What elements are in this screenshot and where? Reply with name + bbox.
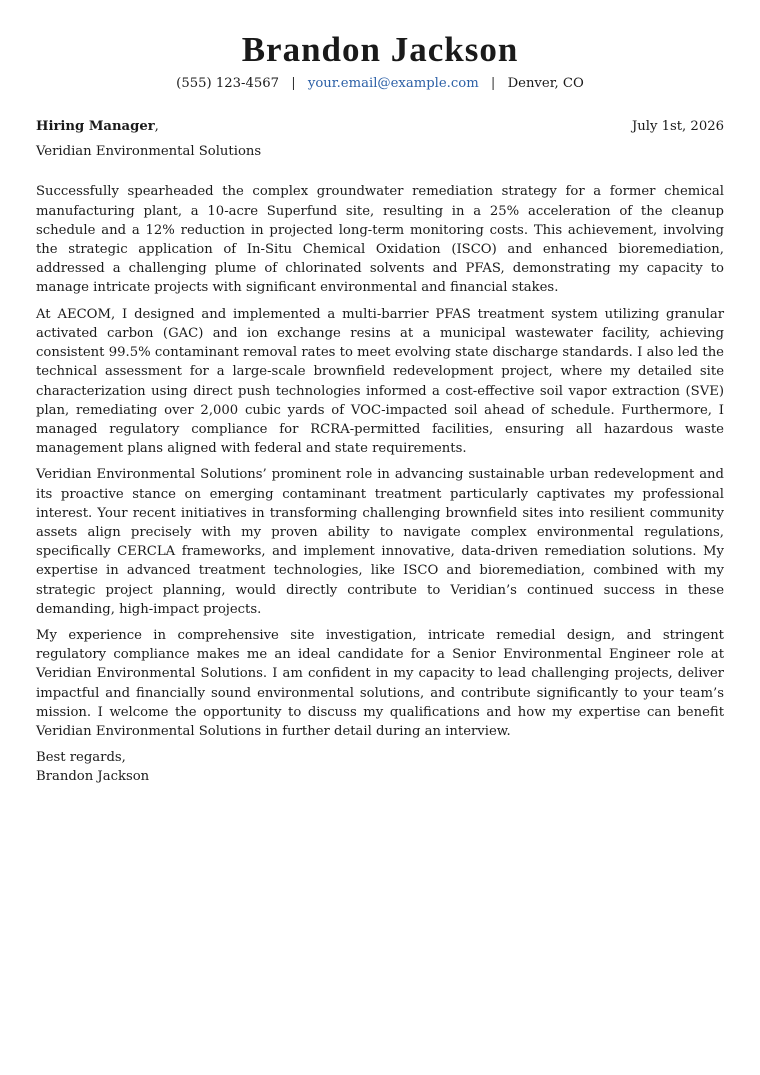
applicant-name: Brandon Jackson bbox=[241, 30, 519, 69]
recipient-suffix: , bbox=[154, 119, 159, 135]
body-paragraph: My experience in comprehensive site investigation, intricate remedial design, and stringent regulatory compliance makes me an ideal candidate for a Senior Environmental Engineer role at Veridian Environmental Solutions. I am confident in my capacity to lead challenging projects, deliver impactful and financially sound environmental solutions, and contribute significantly to your team’s mission. I welcome the opportunity to discuss my qualifications and how my expertise can benefit Veridian Environmental Solutions in further detail during an interview. bbox=[36, 627, 724, 739]
recipient-name: Hiring Manager bbox=[36, 119, 155, 135]
recipient-company: Veridian Environmental Solutions bbox=[36, 144, 262, 160]
letter-body bbox=[36, 182, 724, 741]
body-paragraph: At AECOM, I designed and implemented a multi-barrier PFAS treatment system utilizing granular activated carbon (GAC) and ion exchange resins at a municipal wastewater facility, achieving consistent 99.5% contaminant removal rates to meet evolving state discharge standards. I also led the technical assessment for a large-scale brownfield redevelopment project, where my detailed site characterization using direct push technologies informed a cost-effective soil vapor extraction (SVE) plan, remediating over 2,000 cubic yards of VOC-impacted soil ahead of schedule. Furthermore, I managed regulatory compliance for RCRA-permitted facilities, ensuring all hazardous waste management plans aligned with federal and state requirements. bbox=[36, 306, 724, 457]
location: Denver, CO bbox=[507, 76, 584, 91]
letter-page bbox=[36, 0, 724, 787]
email-link[interactable]: your.email@example.com bbox=[307, 76, 479, 91]
contact-separator: | bbox=[490, 76, 496, 91]
closing-salutation: Best regards, bbox=[36, 750, 126, 766]
recipient-date-row bbox=[36, 118, 724, 135]
recipient-line bbox=[36, 118, 159, 135]
signature-name: Brandon Jackson bbox=[36, 769, 150, 785]
body-paragraph: Veridian Environmental Solutions’ prominent role in advancing sustainable urban redevelopment and its proactive stance on emerging contaminant treatment particularly captivates my professional interest. Your recent initiatives in transforming challenging brownfield sites into resilient community assets align precisely with my proven ability to navigate complex environmental regulations, specifically CERCLA frameworks, and implement innovative, data-driven remediation solutions. My expertise in advanced treatment technologies, like ISCO and bioremediation, combined with my strategic project planning, would directly contribute to Veridian’s continued success in these demanding, high-impact projects. bbox=[36, 467, 724, 617]
body-paragraph: Successfully spearheaded the complex groundwater remediation strategy for a former chemical manufacturing plant, a 10-acre Superfund site, resulting in a 25% acceleration of the cleanup schedule and a 12% reduction in projected long-term monitoring costs. This achievement, involving the strategic application of In-Situ Chemical Oxidation (ISCO) and enhanced bioremediation, addressed a challenging plume of chlorinated solvents and PFAS, demonstrating my capacity to manage intricate projects with significant environmental and financial stakes. bbox=[36, 184, 724, 296]
contact-line bbox=[36, 75, 724, 92]
letter-date: July 1st, 2026 bbox=[631, 119, 724, 135]
phone-number: (555) 123-4567 bbox=[176, 76, 280, 91]
contact-separator: | bbox=[291, 76, 296, 91]
closing-block bbox=[36, 748, 724, 786]
